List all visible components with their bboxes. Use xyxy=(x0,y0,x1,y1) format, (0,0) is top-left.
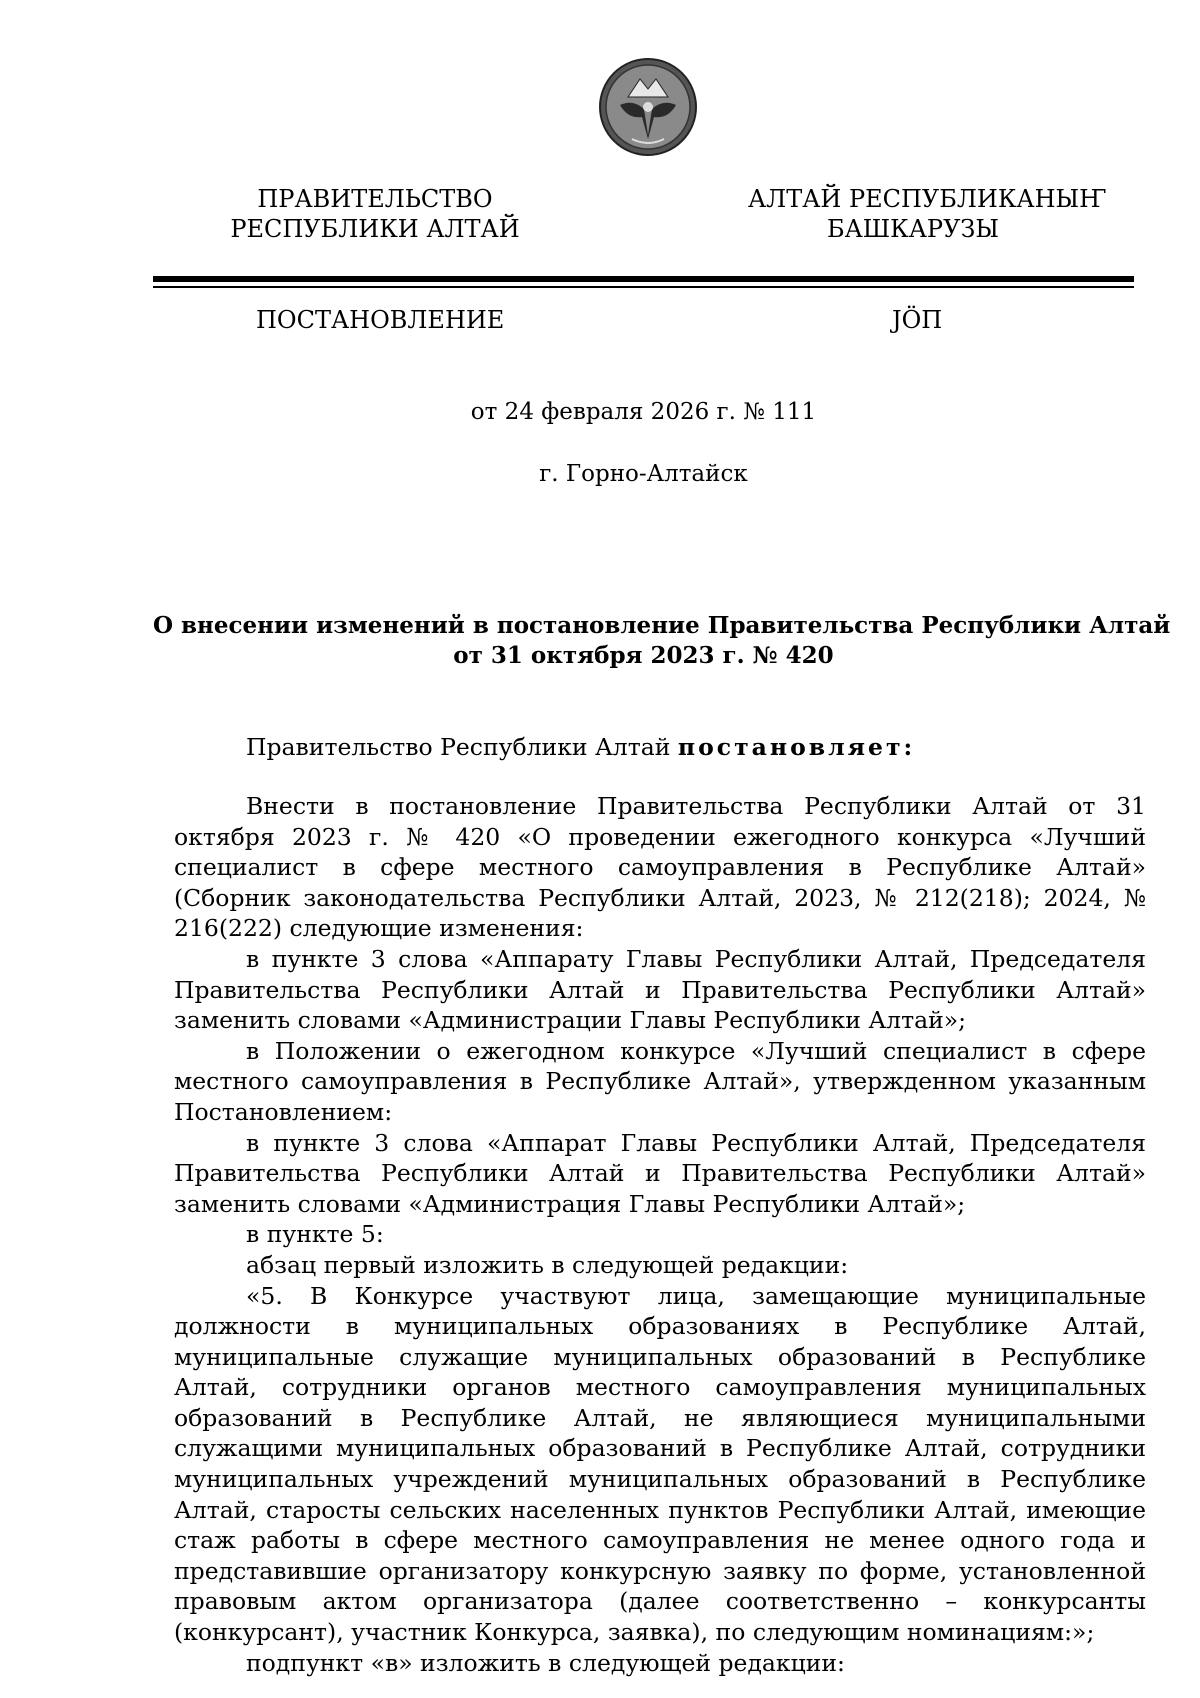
preamble-emphasis: постановляет: xyxy=(677,733,916,761)
preamble-text: Правительство Республики Алтай xyxy=(246,733,678,761)
header-left-line: ПРАВИТЕЛЬСТВО xyxy=(257,185,493,213)
document-body xyxy=(174,791,1146,1678)
body-paragraph: в Положении о ежегодном конкурсе «Лучший специалист в сфере местного самоуправления в Республике Алтай», утвержденном указанным Постановлением: xyxy=(174,1036,1146,1126)
body-paragraph: в пункте 3 слова «Аппарат Главы Республики Алтай, Председателя Правительства Республики Алтай и Правительства Республики Алтай» заменить словами «Администрация Главы Республики Алтай»; xyxy=(174,1128,1146,1218)
doc-type-russian: ПОСТАНОВЛЕНИЕ xyxy=(256,306,505,334)
body-paragraph: «5. В Конкурсе участвуют лица, замещающие муниципальные должности в муниципальных образованиях в Республике Алтай, муниципальные служащие муниципальных образований в Республике Алтай, сотрудники органов местного самоуправления муниципальных образований в Республике Алтай, не являющиеся муниципальными служащими муниципальных образований в Республике Алтай, сотрудники муниципальных учреждений муниципальных образований в Республике Алтай, старосты сельских населенных пунктов Республики Алтай, имеющие стаж работы в сфере местного самоуправления не менее одного года и представившие организатору конкурсную заявку по форме, установленной правовым актом организатора (далее соответственно – конкурсанты (конкурсант), участник Конкурса, заявка), по следующим номинациям:»; xyxy=(174,1281,1146,1647)
doc-type-altai: JÖП xyxy=(892,306,943,334)
coat-of-arms-emblem xyxy=(598,57,698,157)
document-title xyxy=(153,611,1171,671)
body-paragraph: в пункте 5: xyxy=(246,1220,384,1249)
document-date-number: от 24 февраля 2026 г. № 111 xyxy=(470,399,817,425)
preamble xyxy=(174,732,1200,763)
document-title-line: О внесении изменений в постановление Правительства Республики Алтай xyxy=(153,612,1171,639)
header-right-line: БАШКАРУЗЫ xyxy=(826,215,999,243)
header-right-title xyxy=(748,184,1107,244)
header-divider-thin xyxy=(153,286,1134,288)
document-title-line: от 31 октября 2023 г. № 420 xyxy=(453,642,834,669)
body-paragraph: в пункте 3 слова «Аппарату Главы Республики Алтай, Председателя Правительства Республики Алтай и Правительства Республики Алтай» заменить словами «Администрации Главы Республики Алтай»; xyxy=(174,944,1146,1035)
header-right-line: АЛТАЙ РЕСПУБЛИКАНЫҤ xyxy=(748,185,1107,213)
document-city: г. Горно-Алтайск xyxy=(539,461,748,487)
body-paragraph: Внести в постановление Правительства Республики Алтай от 31 октября 2023 г. № 420 «О проведении ежегодного конкурса «Лучший специалист в сфере местного самоуправления в Республике Алтай» (Сборник законодательства Республики Алтай, 2023, № 212(218); 2024, № 216(222) следующие изменения: xyxy=(174,792,1146,943)
header-divider-thick xyxy=(153,276,1134,282)
body-paragraph: абзац первый изложить в следующей редакции: xyxy=(246,1250,849,1279)
header-left-title xyxy=(210,184,540,244)
body-paragraph: подпункт «в» изложить в следующей редакции: xyxy=(246,1648,845,1677)
header-left-line: РЕСПУБЛИКИ АЛТАЙ xyxy=(230,215,520,243)
